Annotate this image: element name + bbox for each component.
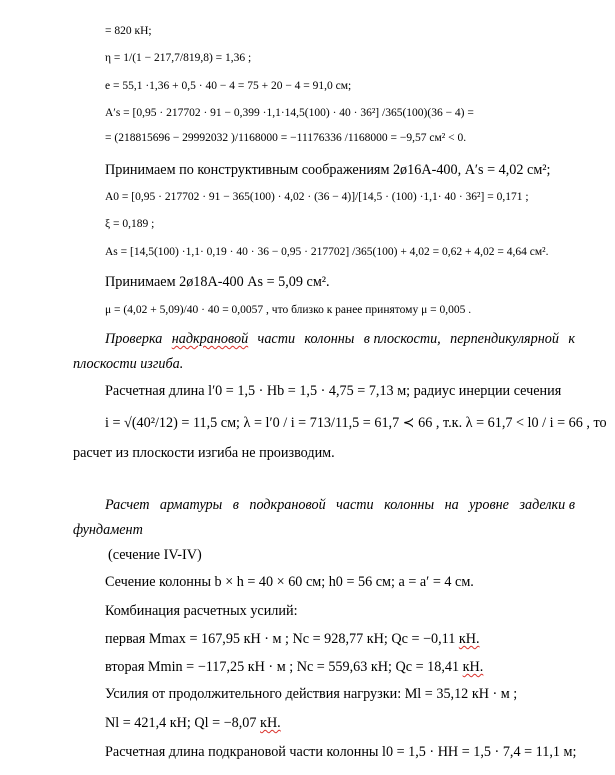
heading-lower-section: Расчет арматуры в подкрановой части колонны на уровне заделки в [105,497,575,513]
eq-a0: A0 = [0,95 · 217702 · 91 − 365(100) · 4,02 · (36 − 4)]/[14,5 · (100) ·1,1· 40 · 36²] = 0,171 ; [105,191,529,203]
text-long-term-values: Nl = 421,4 кН; Ql = −8,07 кН. [105,715,281,731]
text-radius-inertia: i = √(40²/12) = 11,5 см; λ = l′0 / i = 713/11,5 = 61,7 ≺ 66 , т.к. λ = 61,7 < l0 / i = 66 , то [105,415,607,431]
eq-as-prime-result: = (218815696 − 29992032 )/1168000 = −11176336 /1168000 = −9,57 см² < 0. [105,132,467,144]
eq-xi: ξ = 0,189 ; [105,218,155,230]
eq-eta: η = 1/(1 − 217,7/819,8) = 1,36 ; [105,52,252,64]
eq-mu: μ = (4,02 + 5,09)/40 · 40 = 0,0057 , что близко к ранее принятому μ = 0,005 . [105,304,472,316]
text-accept-2d18: Принимаем 2ø18А-400 As = 5,09 см². [105,274,330,290]
text-long-term: Усилия от продолжительного действия нагрузки: Ml = 35,12 кН · м ; [105,686,518,702]
heading-check-upper-cont: плоскости изгиба. [73,356,184,372]
text-calc-length-lower: Расчетная длина подкрановой части колонны l0 = 1,5 · HH = 1,5 · 7,4 = 11,1 м; [105,744,577,760]
text-second-combo: вторая Mmin = −117,25 кН · м ; Nc = 559,63 кН; Qc = 18,41 кН. [105,659,484,675]
text-column-section: Сечение колонны b × h = 40 × 60 см; h0 = 56 см; a = a′ = 4 см. [105,574,474,590]
heading-check-upper: Проверка надкрановой части колонны в плоскости, перпендикулярной к [105,331,575,347]
eq-n: = 820 кН; [105,25,152,37]
text-accept-2d16: Принимаем по конструктивным соображениям 2ø16А-400, A′s = 4,02 см²; [105,162,551,178]
text-first-combo: первая Mmax = 167,95 кН · м ; Nc = 928,77 кН; Qc = −0,11 кН. [105,631,480,647]
text-no-calc: расчет из плоскости изгиба не производим. [73,445,335,461]
text-section-iv: (сечение IV-IV) [108,547,202,563]
eq-as: As = [14,5(100) ·1,1· 0,19 · 40 · 36 − 0,95 · 217702] /365(100) + 4,02 = 0,62 + 4,02 = 4,64 см². [105,246,549,258]
text-calc-length: Расчетная длина l′0 = 1,5 · Hb = 1,5 · 4,75 = 7,13 м; радиус инерции сечения [105,383,562,399]
eq-as-prime: A′s = [0,95 · 217702 · 91 − 0,399 ·1,1·14,5(100) · 40 · 36²] /365(100)(36 − 4) = [105,107,474,119]
eq-e: e = 55,1 ·1,36 + 0,5 · 40 − 4 = 75 + 20 − 4 = 91,0 см; [105,80,352,92]
text-combination: Комбинация расчетных усилий: [105,603,298,619]
heading-lower-section-cont: фундамент [73,522,143,538]
